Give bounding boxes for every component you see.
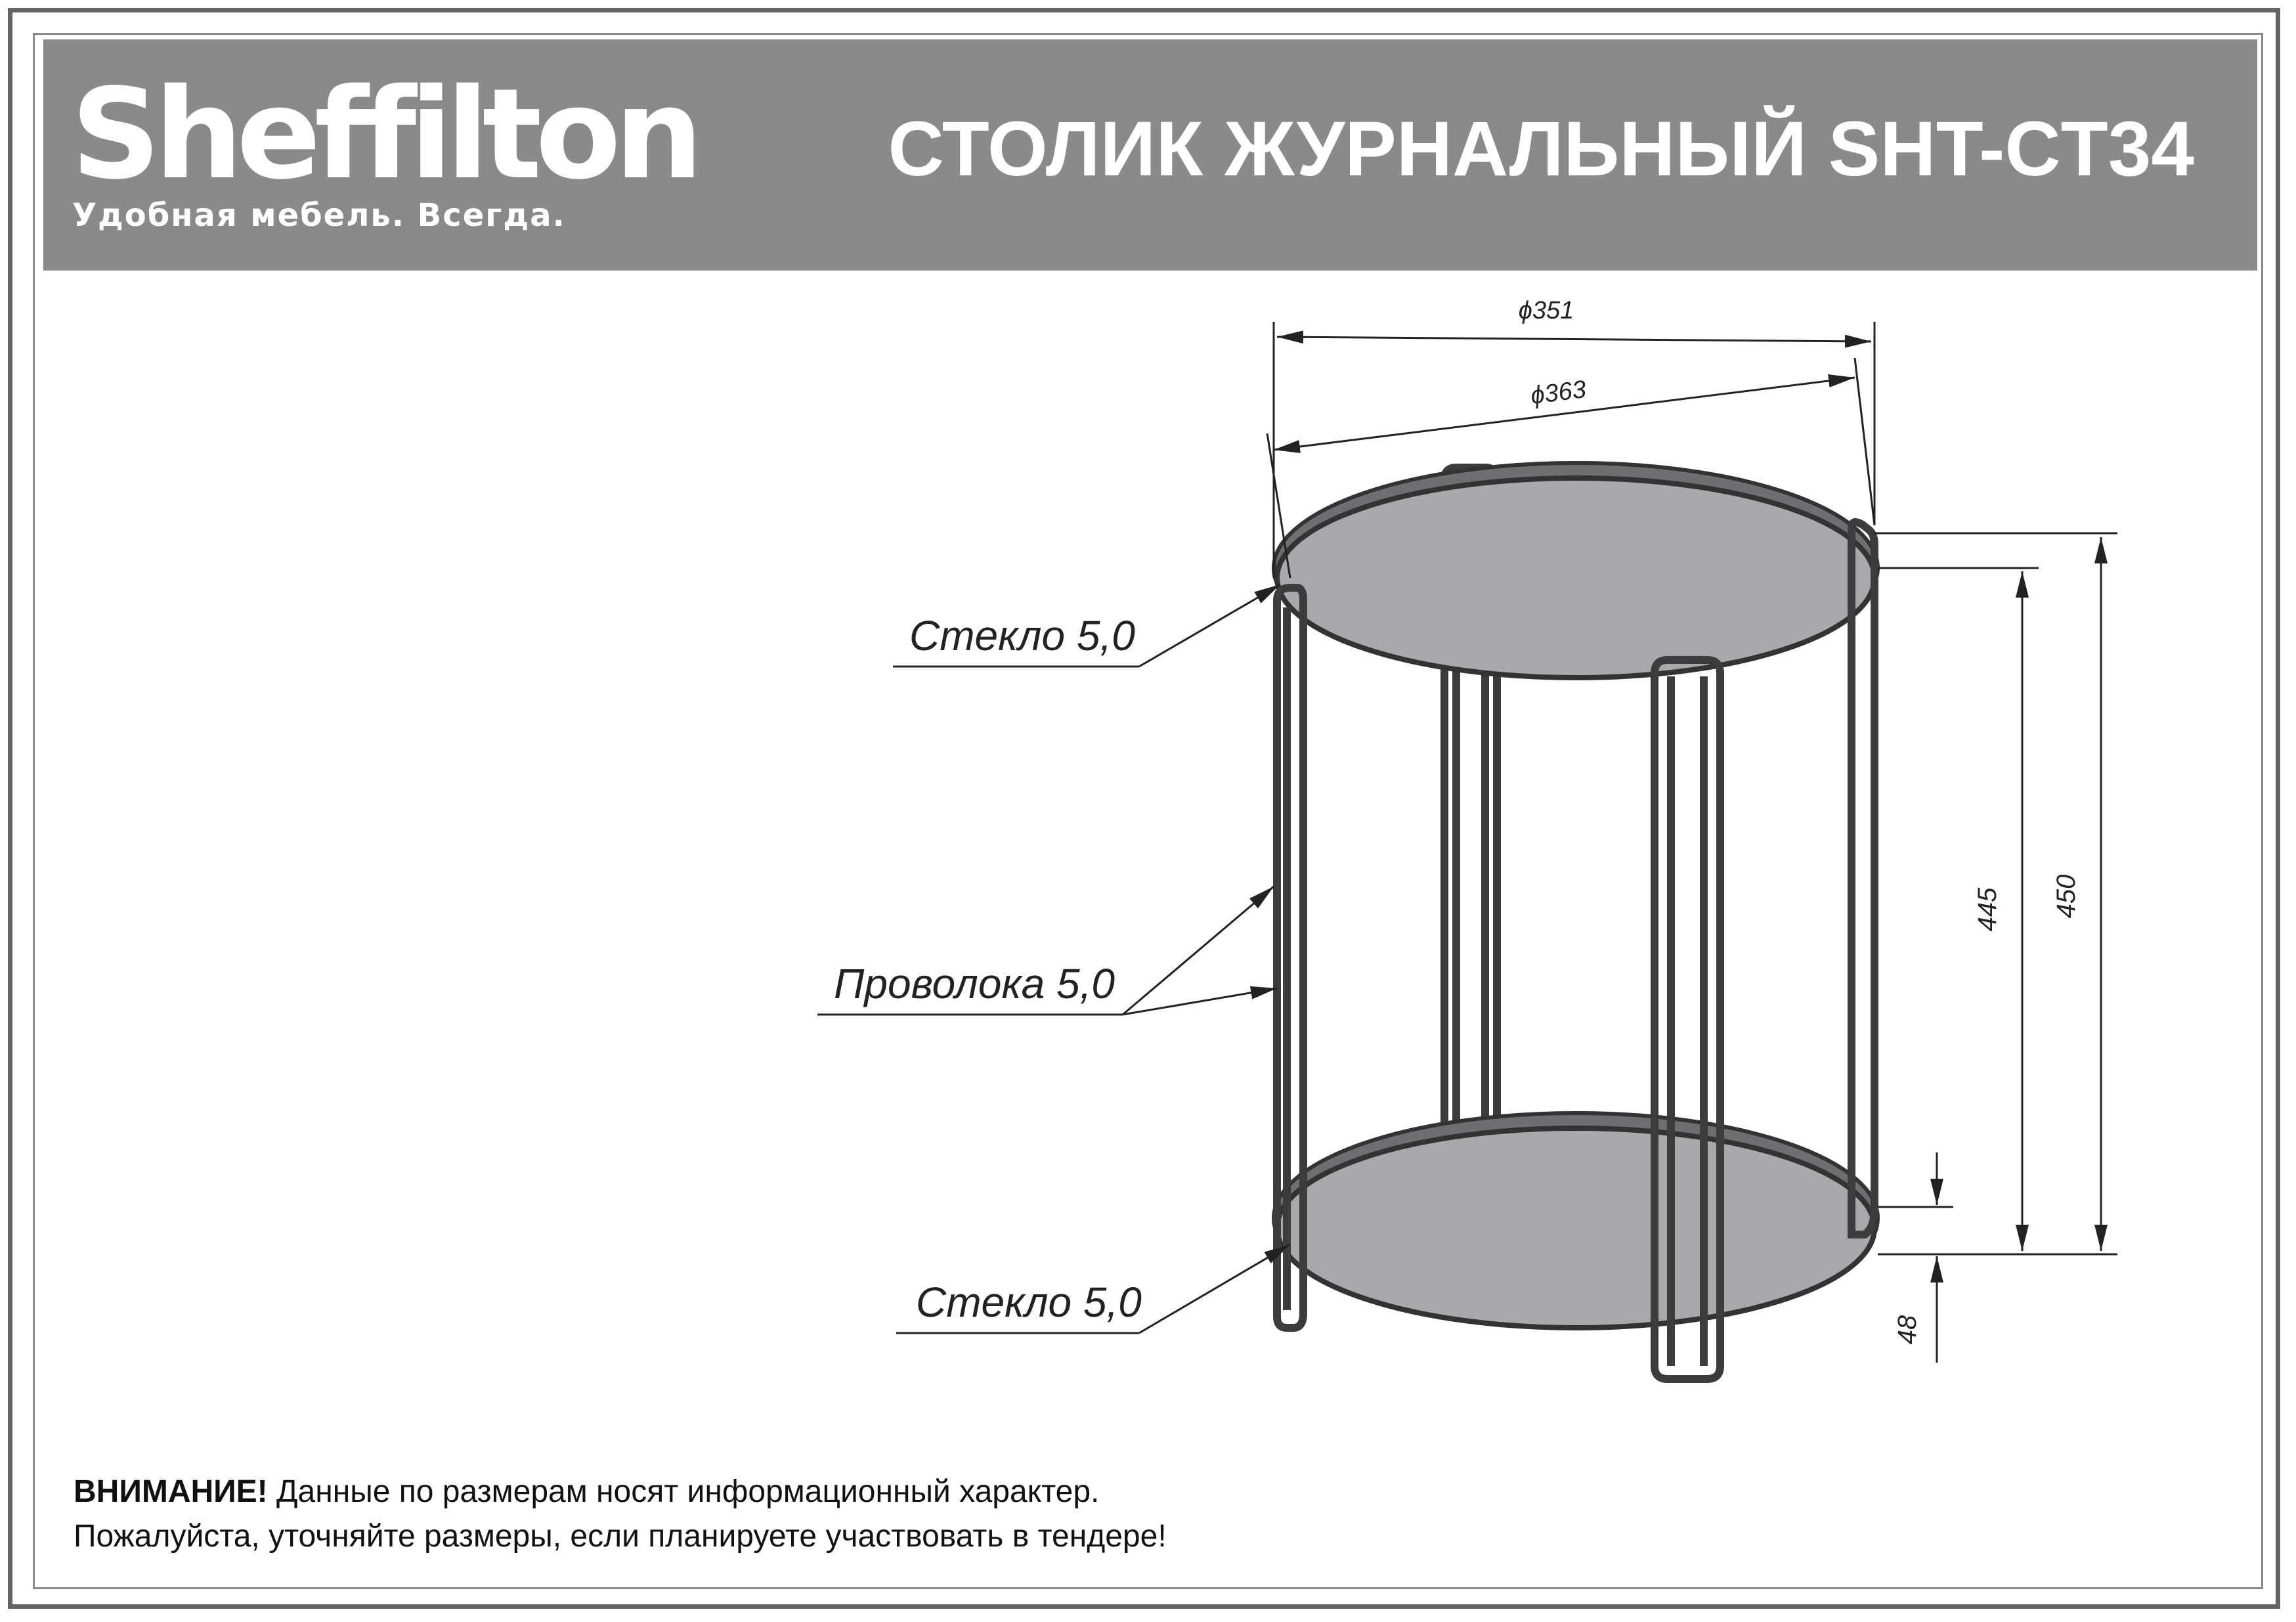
disclaimer-text-1: Данные по размерам носят информационный характер.: [276, 1474, 1100, 1509]
bottom-glass: [1274, 1113, 1878, 1328]
right-side-leg: [1852, 522, 1874, 1235]
brand-tagline: Удобная мебель. Всегда.: [72, 197, 566, 234]
disclaimer-line-2: Пожалуйста, уточняйте размеры, если планируете участвовать в тендере!: [74, 1519, 1167, 1554]
dim-label-outer-diameter: ϕ363: [1529, 376, 1588, 410]
brand-logo: Sheffilton: [71, 62, 697, 207]
callout-label-wire: Проволока 5,0: [834, 960, 1115, 1007]
callout-label-bottom-glass: Стекло 5,0: [916, 1279, 1142, 1326]
product-title: СТОЛИК ЖУРНАЛЬНЫЙ SHT-CT34: [888, 106, 2194, 192]
top-glass: [1274, 463, 1878, 678]
callout-label-top-glass: Стекло 5,0: [909, 612, 1135, 659]
dimension-height-top-glass: [1878, 568, 2039, 1251]
dim-label-height-total: 450: [2052, 874, 2081, 919]
dim-label-top-diameter: ϕ351: [1518, 297, 1574, 324]
disclaimer-notice: [74, 1470, 1167, 1559]
disclaimer-warning-label: ВНИМАНИЕ!: [74, 1474, 268, 1509]
disclaimer-line-1: [74, 1470, 1167, 1514]
front-left-leg: [1277, 588, 1303, 1328]
dim-label-foot-height: 48: [1893, 1315, 1922, 1345]
dim-label-height-top-glass: 445: [1973, 887, 2002, 932]
